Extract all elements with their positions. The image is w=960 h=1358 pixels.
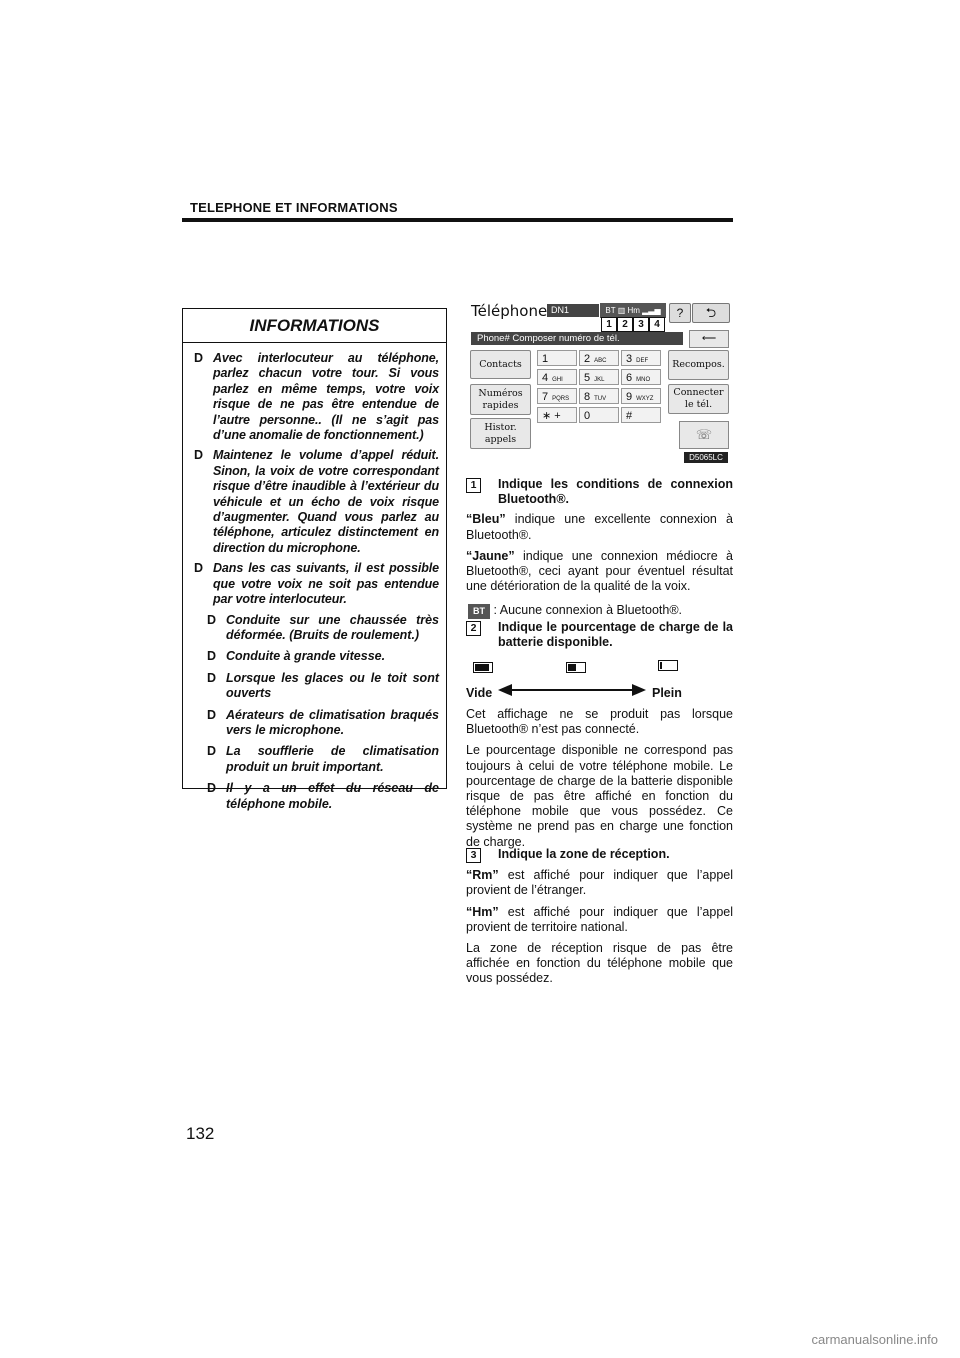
keypad-key[interactable] [621,407,661,423]
speed-dial-button[interactable]: Numéros rapides [470,384,531,415]
arrow-line [507,689,637,691]
bullet-icon: D [207,744,217,759]
phone-screen-illustration [465,300,733,465]
empty-label: Vide [466,686,493,700]
info-subitem: D Il y a un effet du réseau de téléphone mobile. [207,781,439,811]
backspace-button[interactable]: ⟵ [689,330,729,348]
battery-fill [475,664,489,671]
keypad-key[interactable] [537,350,577,366]
callout-2: 2 [617,317,633,332]
informations-title: INFORMATIONS [183,309,446,343]
battery-fill [660,662,662,669]
bullet-icon: D [194,561,203,576]
no-connection-line: BT : Aucune connexion à Bluetooth®. [466,603,733,618]
callout-3: 3 [633,317,649,332]
info-subitem: D Conduite sur une chaussée très déformée. (Bruits de roulement.) [207,612,439,642]
battery-icon-mid [566,662,586,673]
page-number: 132 [186,1124,215,1143]
page-header-title: TELEPHONE ET INFORMATIONS [190,200,398,215]
key-digit: 8 [584,391,591,403]
bluetooth-icon: BT [468,604,490,619]
full-label: Plein [652,686,682,700]
key-letters: PQRS [552,396,570,402]
key-letters: DEF [636,358,649,364]
key-digit: 6 [626,372,633,384]
keypad-key[interactable] [621,388,661,404]
hangup-button[interactable] [679,421,729,449]
key-digit: 3 [626,353,633,365]
section-2-number: 2 [466,621,481,636]
keypad-key[interactable] [579,350,619,366]
section-2 [466,620,733,650]
key-letters: MNO [636,377,651,383]
info-subitem: D Aérateurs de climatisation braqués vers le microphone. [207,707,439,737]
bullet-icon: D [194,448,203,463]
rm-paragraph: “Rm” est affiché pour indiquer que l’appel provient de l’étranger. [466,868,733,898]
key-digit: 0 [584,410,591,422]
keypad-key[interactable] [579,388,619,404]
key-digit: 1 [542,353,549,365]
phone-icon: ☏ [695,427,713,442]
info-subitem: D Lorsque les glaces ou le toit sont ouverts [207,670,439,701]
section-1-number: 1 [466,478,481,493]
key-digit: # [626,410,633,422]
bullet-icon: D [194,351,203,365]
contacts-button[interactable]: Contacts [470,350,531,379]
header-rule [182,218,733,222]
call-history-button[interactable]: Histor. appels [470,418,531,449]
key-digit: 2 [584,353,591,365]
info-item: D Dans les cas suivants, il est possible que votre voix ne soit pas entendue par votre interlocuteur. [194,561,439,607]
jaune-paragraph: “Jaune” indique une connexion médiocre à Bluetooth®, ceci ayant pour éventuel résultat une détérioration de la qualité de la voix. [466,548,733,594]
reception-paragraph: La zone de réception risque de pas être affichée en fonction du téléphone mobile que vous possédez. [466,941,733,986]
bullet-icon: D [207,670,217,685]
bleu-paragraph: “Bleu” indique une excellente connexion à Bluetooth®. [466,512,733,542]
section-1-heading: 1 Indique les conditions de connexion Bluetooth®. [466,477,733,507]
connect-phone-button[interactable]: Connecter le tél. [668,384,729,414]
info-item: D Avec interlocuteur au téléphone, parlez chacun votre tour. Si vous parlez en même temps, votre voix risque de ne pas être entendue de l’autre personne.. (Il ne s’agit pas d’une anomalie de fonctionnement.) [194,351,439,443]
bullet-icon: D [207,707,217,722]
section-3 [466,847,733,987]
section-1 [466,477,733,619]
battery-icon-full [658,660,678,671]
battery-icon-low [473,662,493,673]
hm-paragraph: “Hm” est affiché pour indiquer que l’appel provient de territoire national. [466,904,733,934]
section-2-heading: 2 Indique le pourcentage de charge de la batterie disponible. [466,620,733,650]
info-item: D Maintenez le volume d’appel réduit. Sinon, la voix de votre correspondant risque d’être inaudible à l’extérieur du véhicule et un écho de voix risque d’augmenter. Quand vous parlez au téléphone, articulez distinctement en direction du microphone. [194,448,439,555]
informations-box [182,308,447,811]
keypad-key[interactable] [537,407,577,423]
callout-4: 4 [649,317,665,332]
status-indicators: BT ▥ Hm ▂▃▅ [600,303,666,318]
info-subitem: D La soufflerie de climatisation produit un bruit important. [207,744,439,774]
key-letters: TUV [594,396,607,402]
section-2-text [466,707,733,850]
bullet-icon: D [207,781,217,796]
keypad-key[interactable] [537,369,577,385]
section-3-number: 3 [466,848,481,863]
section-2-p1: Cet affichage ne se produit pas lorsque Bluetooth® n’est pas connecté. [466,707,733,737]
key-digit: 9 [626,391,633,403]
info-subitem: D Conduite à grande vitesse. [207,649,386,664]
keypad-key[interactable] [579,407,619,423]
informations-body [183,343,446,812]
phone-number-input[interactable]: Phone# Composer numéro de tél. [471,332,683,345]
figure-code: D5065LC [684,452,728,463]
key-letters: JKL [594,377,605,383]
key-digit: 7 [542,391,549,403]
section-3-heading: 3 Indique la zone de réception. [466,847,733,862]
watermark: carmanualsonline.info [811,1332,938,1347]
keypad-key[interactable] [537,388,577,404]
key-digit: ∗ + [542,410,561,422]
key-digit: 4 [542,372,549,384]
callout-1: 1 [601,317,617,332]
key-letters: ABC [594,358,607,364]
help-button[interactable]: ? [669,303,691,323]
key-letters: GHI [552,377,563,383]
device-name-badge: DN1 [547,304,599,317]
bullet-icon: D [207,612,217,627]
redial-button[interactable]: Recompos. [668,350,729,380]
keypad-key[interactable] [621,369,661,385]
bullet-icon: D [207,649,217,664]
keypad-key[interactable] [579,369,619,385]
section-2-p2: Le pourcentage disponible ne correspond pas toujours à celui de votre téléphone mobile. Le pourcentage de charge de la batterie disponible risque de pas être affiché en fonction du téléphone mobile que vous possédez. Ce système ne prend pas en charge une fonction de charge. [466,743,733,849]
keypad-key[interactable] [621,350,661,366]
key-digit: 5 [584,372,591,384]
key-letters: WXYZ [636,396,654,402]
battery-fill [568,664,576,671]
arrow-right-icon [632,684,646,696]
screen-title: Téléphone [471,302,548,320]
back-button[interactable]: ⮌ [692,303,730,323]
